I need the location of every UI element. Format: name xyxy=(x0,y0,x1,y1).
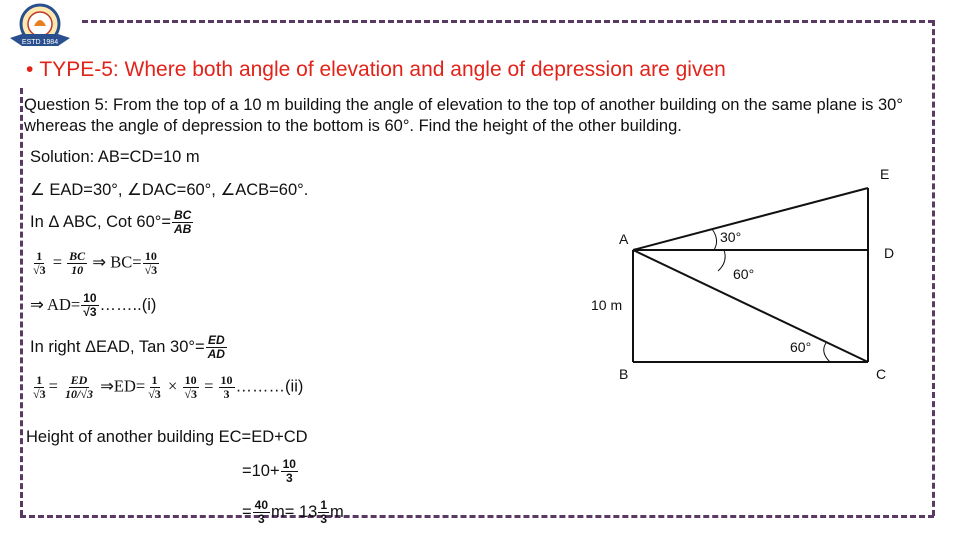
angle-60-top-arc xyxy=(718,250,725,271)
bullet-icon: • xyxy=(26,58,34,81)
label-e: E xyxy=(880,166,890,182)
cot-fraction: $\frac{BC}{AB}$ xyxy=(173,208,192,236)
solution-line-2: ∠ EAD=30°, ∠DAC=60°, ∠ACB=60°. xyxy=(30,181,309,199)
label-angle-60-bottom: 60° xyxy=(790,339,812,355)
label-angle-30: 30° xyxy=(720,229,742,245)
label-height: 10 m xyxy=(591,297,623,313)
question-text: Question 5: From the top of a 10 m building the angle of elevation to the top of another building on the same plane is 30° whereas the angle of depression to the bottom is 60°. Find the height of the other building. xyxy=(24,96,903,135)
solution-line-8: Height of another building EC=ED+CD xyxy=(26,428,308,446)
label-d: D xyxy=(884,245,895,261)
logo-text: ESTD 1984 xyxy=(21,39,59,46)
solution-line-1: Solution: AB=CD=10 m xyxy=(30,148,200,166)
label-c: C xyxy=(876,366,887,382)
solution-line-6: In right ΔEAD, Tan 30°= $\frac{ED}{AD}$ xyxy=(30,333,225,361)
solution-line-5: ⇒ AD= $\frac{10}{√3}$ ……..(i) xyxy=(30,291,157,319)
label-b: B xyxy=(619,366,629,382)
solution-line-10: = $\frac{40}{3}$ m= 13 $\frac{1}{3}$ m xyxy=(242,498,344,526)
cot-prefix: In Δ ABC, Cot 60°= xyxy=(30,212,171,231)
label-angle-60-top: 60° xyxy=(733,266,755,282)
solution-line-4: $\frac{1}{√3}$ = $\frac{BC}{10}$ ⇒ BC= $\frac{10}{√3}$ xyxy=(33,249,158,277)
angle-30-arc xyxy=(712,229,717,250)
angle-60-bottom-arc xyxy=(824,343,830,362)
solution-line-7: $\frac{1}{√3}$ = $\frac{ED}{10/√3}$ ⇒ED= $\frac{1}{√3}$ × $\frac{10}{√3}$ = $\frac{10}{3}$ ………(ii) xyxy=(33,373,304,401)
elevation-ae-line xyxy=(633,188,868,250)
label-a: A xyxy=(619,231,629,247)
slide-title-text: TYPE-5: Where both angle of elevation and angle of depression are given xyxy=(39,58,726,81)
solution-line-9: =10+ $\frac{10}{3}$ xyxy=(242,457,296,485)
